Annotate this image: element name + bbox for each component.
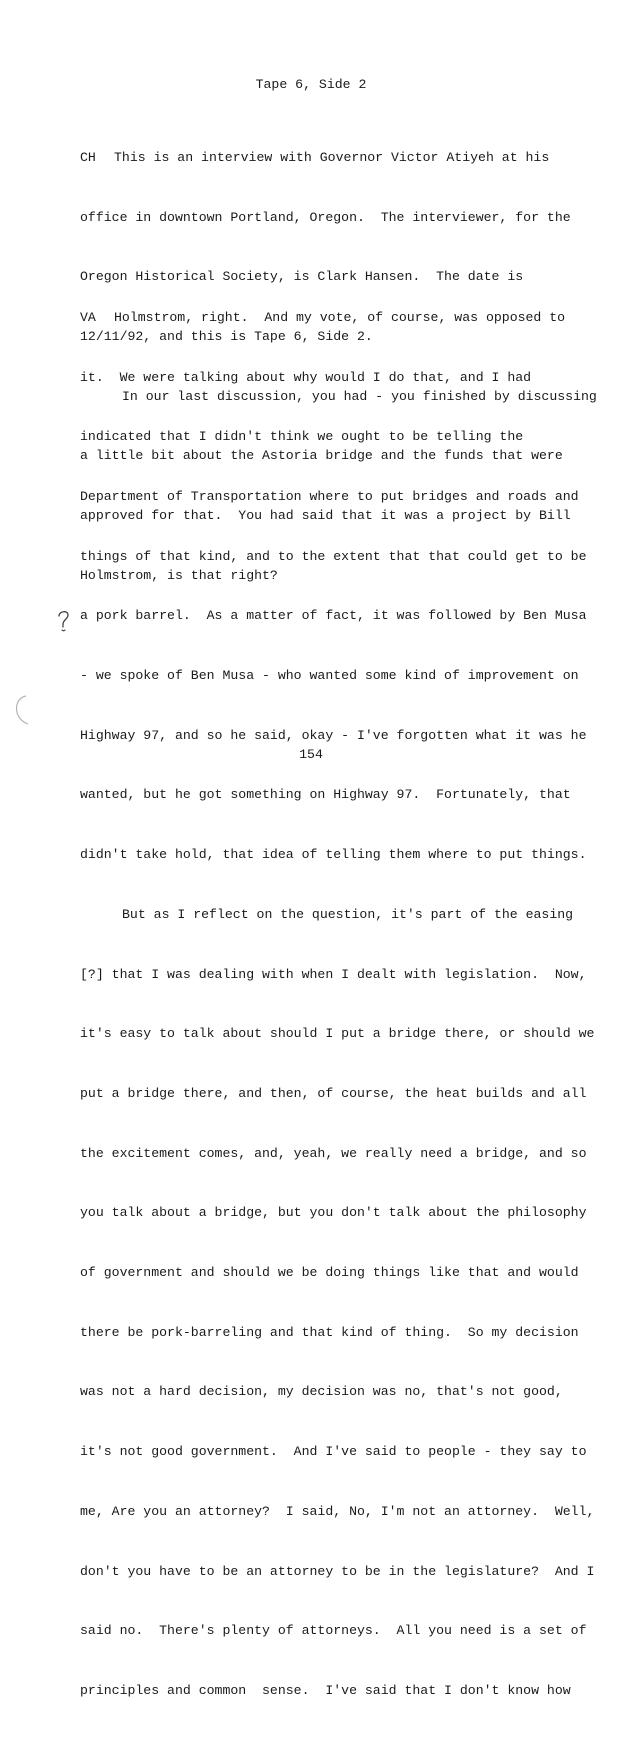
scan-margin-mark [4,690,44,730]
transcript-line: approved for that. You had said that it was a project by Bill [80,508,571,524]
transcript-line: said no. There's plenty of attorneys. All you need is a set of [80,1623,587,1639]
transcript-line: But as I reflect on the question, it's part of the easing [122,906,574,922]
transcript-line: things of that kind, and to the extent that that could get to be [80,548,587,564]
transcript-line: principles and common sense. I've said that I don't know how [80,1682,571,1698]
transcript-line: In our last discussion, you had - you finished by discussing [122,388,597,404]
transcript-line: don't you have to be an attorney to be in the legislature? And I [80,1563,595,1579]
page-number: 154 [299,747,323,762]
transcript-line: Highway 97, and so he said, okay - I've forgotten what it was he [80,727,587,743]
transcript-line: 12/11/92, and this is Tape 6, Side 2. [80,328,373,344]
transcript-line: it. We were talking about why would I do that, and I had [80,369,532,385]
transcript-line: it's easy to talk about should I put a bridge there, or should we [80,1026,595,1042]
transcript-line: [?] that I was dealing with when I dealt with legislation. Now, [80,966,587,982]
respondent-statement [80,268,597,1741]
transcript-line: it's not good government. And I've said to people - they say to [80,1444,587,1460]
transcript-line: was not a hard decision, my decision was no, that's not good, [80,1384,563,1400]
transcript-line: Department of Transportation where to put bridges and roads and [80,488,579,504]
transcript-line: didn't take hold, that idea of telling them where to put things. [80,847,587,863]
transcript-line: you talk about a bridge, but you don't talk about the philosophy [80,1205,587,1221]
transcript-line: Oregon Historical Society, is Clark Hansen. The date is [80,269,524,285]
transcript-line: a pork barrel. As a matter of fact, it was followed by Ben Musa [80,608,587,624]
transcript-line: wanted, but he got something on Highway 97. Fortunately, that [80,787,571,803]
transcript-line [80,308,590,328]
transcript-line: office in downtown Portland, Oregon. The interviewer, for the [80,209,571,225]
transcript-line: a little bit about the Astoria bridge and the funds that were [80,448,563,464]
transcript-line: Holmstrom, is that right? [80,567,278,583]
transcript-line: indicated that I didn't think we ought to be telling the [80,429,524,445]
line-text: This is an interview with Governor Victor Atiyeh at his [114,149,550,165]
tape-header: Tape 6, Side 2 [255,77,367,92]
handwritten-question-mark [56,609,72,633]
speaker-label-ch: CH [80,149,96,165]
transcript-line [80,148,590,168]
transcript-line: there be pork-barreling and that kind of thing. So my decision [80,1324,579,1340]
transcript-line: the excitement comes, and, yeah, we really need a bridge, and so [80,1145,587,1161]
transcript-line: of government and should we be doing things like that and would [80,1265,579,1281]
speaker-label-va: VA [80,309,96,325]
transcript-line: - we spoke of Ben Musa - who wanted some kind of improvement on [80,668,579,684]
transcript-line: put a bridge there, and then, of course, the heat builds and all [80,1085,587,1101]
line-text: Holmstrom, right. And my vote, of course, was opposed to [114,309,566,325]
transcript-line: me, Are you an attorney? I said, No, I'm not an attorney. Well, [80,1503,595,1519]
